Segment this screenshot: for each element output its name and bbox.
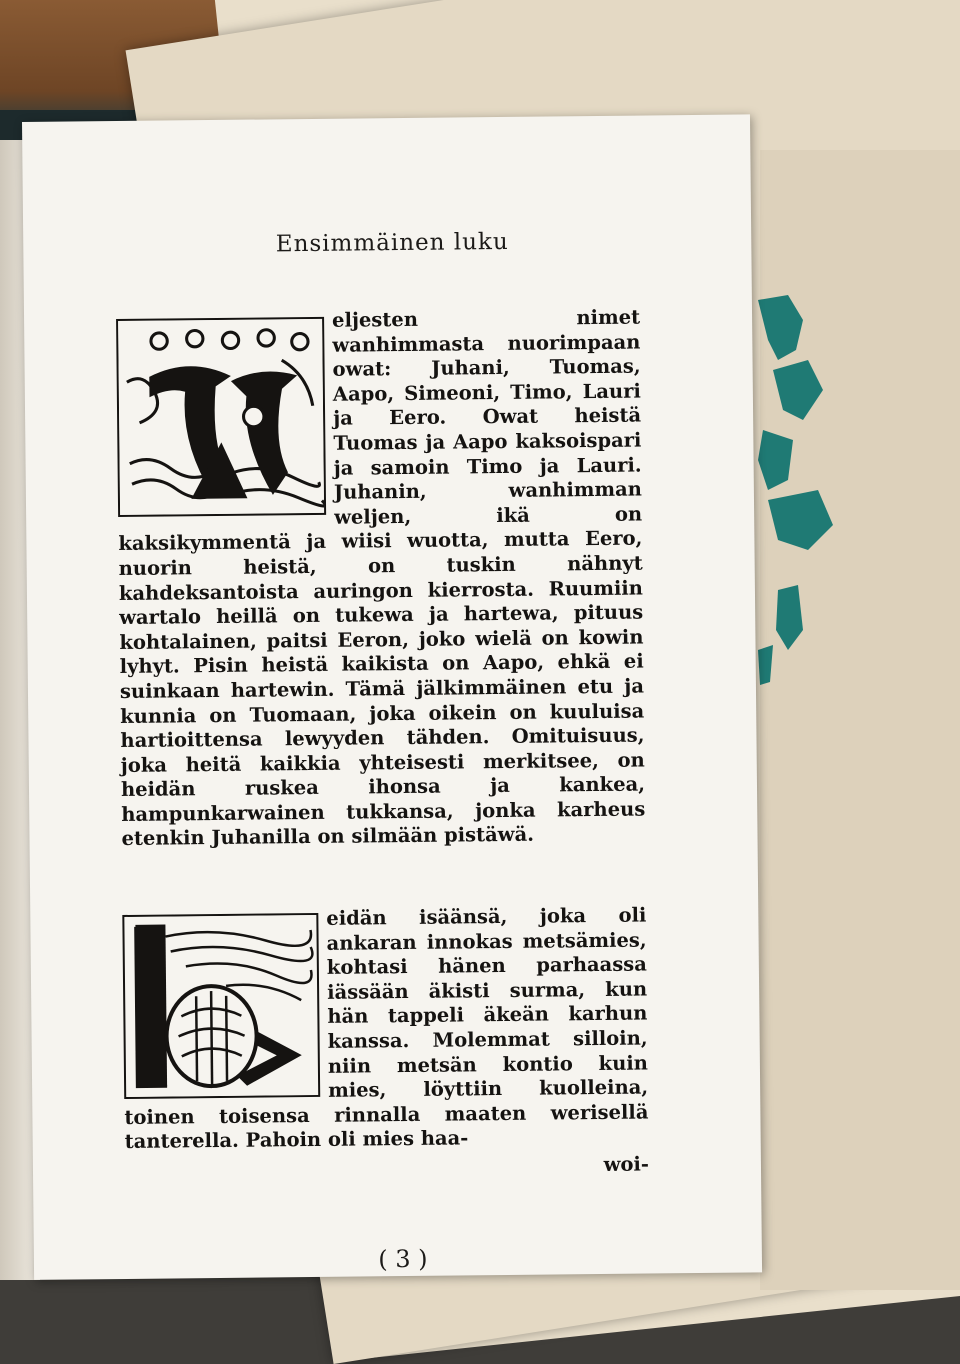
page-number: ( 3 ) <box>378 1244 428 1274</box>
chapter-header: Ensimmäinen luku <box>275 228 509 258</box>
hyphenated-continuation: woi- <box>603 1152 650 1176</box>
teal-illustration <box>748 290 838 690</box>
paragraph-2-text: eidän isäänsä, joka oli ankaran innokas metsämies, kohtasi hänen parhaassa iässään äkisti surma, kun hän tappeli äkeän karhun kanssa. Molemmat silloin, niin metsän kontio kuin mies, löyttiin kuolleina, toinen toisensa rinnalla maaten werisellä tanterella. Pahoin oli mies haa- <box>124 903 649 1154</box>
paragraph-1-text: eljesten nimet wanhimmasta nuorimpaan owat: Juhani, Tuomas, Aapo, Simeoni, Timo, Lauri ja Eero. Owat heistä Tuomas ja Aapo kaksoispari ja samoin Timo ja Lauri. Juhanin, wanhimman weljen, ikä on kaksikymmentä ja wiisi wuotta, mutta Eero, nuorin heistä, on tuskin nähnyt kahdeksantoista auringon kierrosta. Ruumiin wartalo heillä on tukewa ja hartewa, pituus kohtalainen, paitsi Eeron, joko wielä on kowin lyhyt. Pisin heistä kaikista on Aapo, ehkä ei suinkaan hartewin. Tämä jälkimmäinen etu ja kunnia on Tuomaan, joka oikein on kuuluisa hartioittensa lewyyden tähden. Omituisuus, joka heitä kaikkia yhteisesti merkitsee, on heidän ruskea ihonsa ja kankea, hampunkarwainen tukkansa, jonka karheus etenkin Juhanilla on silmään pistäwä. <box>118 305 646 851</box>
book-page <box>22 114 762 1280</box>
decorated-initial-w <box>116 317 326 517</box>
paragraph-1 <box>116 306 646 853</box>
paragraph-2 <box>122 904 649 1155</box>
decorated-initial-h <box>122 913 320 1099</box>
